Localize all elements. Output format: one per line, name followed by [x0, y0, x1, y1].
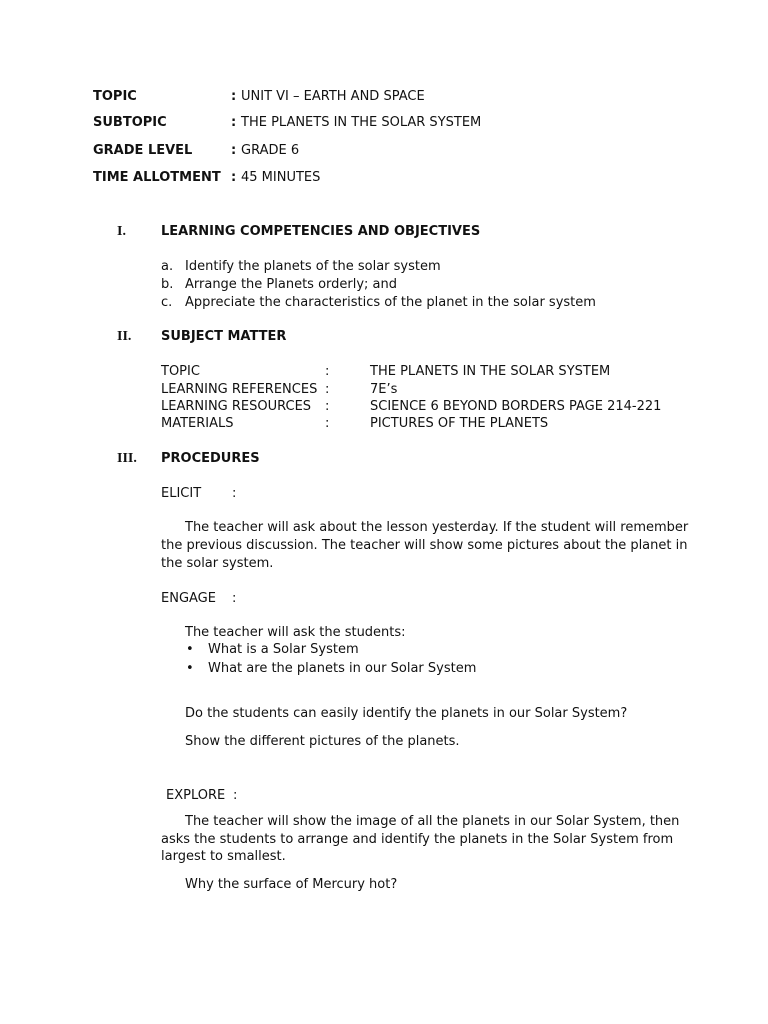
header-value-topic: UNIT VI – EARTH AND SPACE	[241, 89, 425, 104]
engage-intro: The teacher will ask the students:	[185, 625, 406, 640]
subject-value: PICTURES OF THE PLANETS	[370, 416, 549, 431]
list-item: Arrange the Planets orderly; and	[185, 277, 398, 292]
list-item: Identify the planets of the solar system	[185, 259, 441, 274]
engage-question: Do the students can easily identify the planets in our Solar System?	[185, 706, 628, 721]
explore-line: The teacher will show the image of all the planets in our Solar System, then	[185, 814, 680, 829]
elicit-label: ELICIT	[161, 486, 202, 501]
engage-label: ENGAGE	[161, 591, 216, 606]
header-label-grade-level: GRADE LEVEL	[93, 143, 193, 158]
bullet-item: What are the planets in our Solar System	[208, 661, 477, 676]
subject-label: LEARNING RESOURCES	[161, 399, 312, 414]
subject-label: LEARNING REFERENCES	[161, 382, 318, 397]
bullet-dot-icon: •	[186, 642, 194, 657]
section-title: SUBJECT MATTER	[161, 329, 287, 344]
section-numeral: III.	[117, 451, 137, 466]
elicit-line: the previous discussion. The teacher will show some pictures about the planet in	[161, 538, 688, 553]
list-marker: c.	[161, 295, 173, 310]
section-numeral: II.	[117, 329, 132, 344]
engage-colon: :	[232, 591, 237, 606]
explore-label: EXPLORE	[166, 788, 226, 803]
subject-colon: :	[325, 364, 330, 379]
header-colon: :	[231, 89, 237, 104]
elicit-colon: :	[232, 486, 237, 501]
elicit-line: the solar system.	[161, 556, 274, 571]
explore-colon: :	[233, 788, 238, 803]
subject-label: TOPIC	[161, 364, 200, 379]
subject-value: THE PLANETS IN THE SOLAR SYSTEM	[370, 364, 611, 379]
explore-question: Why the surface of Mercury hot?	[185, 877, 398, 892]
list-item: Appreciate the characteristics of the planet in the solar system	[185, 295, 596, 310]
subject-value: SCIENCE 6 BEYOND BORDERS PAGE 214-221	[370, 399, 662, 414]
header-colon: :	[231, 115, 237, 130]
explore-line: asks the students to arrange and identify the planets in the Solar System from	[161, 832, 674, 847]
header-value-subtopic: THE PLANETS IN THE SOLAR SYSTEM	[241, 115, 482, 130]
header-value-time-allotment: 45 MINUTES	[241, 170, 321, 185]
bullet-item: What is a Solar System	[208, 642, 359, 657]
subject-value: 7E’s	[370, 382, 398, 397]
subject-colon: :	[325, 399, 330, 414]
header-value-grade-level: GRADE 6	[241, 143, 300, 158]
header-colon: :	[231, 170, 237, 185]
list-marker: b.	[161, 277, 174, 292]
explore-line: largest to smallest.	[161, 849, 286, 864]
subject-colon: :	[325, 416, 330, 431]
section-title: LEARNING COMPETENCIES AND OBJECTIVES	[161, 224, 481, 239]
header-colon: :	[231, 143, 237, 158]
subject-label: MATERIALS	[161, 416, 234, 431]
header-label-topic: TOPIC	[93, 89, 137, 104]
bullet-dot-icon: •	[186, 661, 194, 676]
header-label-subtopic: SUBTOPIC	[93, 115, 167, 130]
elicit-line: The teacher will ask about the lesson yesterday. If the student will remember	[185, 520, 689, 535]
header-label-time-allotment: TIME ALLOTMENT	[93, 170, 221, 185]
section-numeral: I.	[117, 224, 126, 239]
list-marker: a.	[161, 259, 174, 274]
engage-show: Show the different pictures of the planets.	[185, 734, 460, 749]
subject-colon: :	[325, 382, 330, 397]
section-title: PROCEDURES	[161, 451, 260, 466]
